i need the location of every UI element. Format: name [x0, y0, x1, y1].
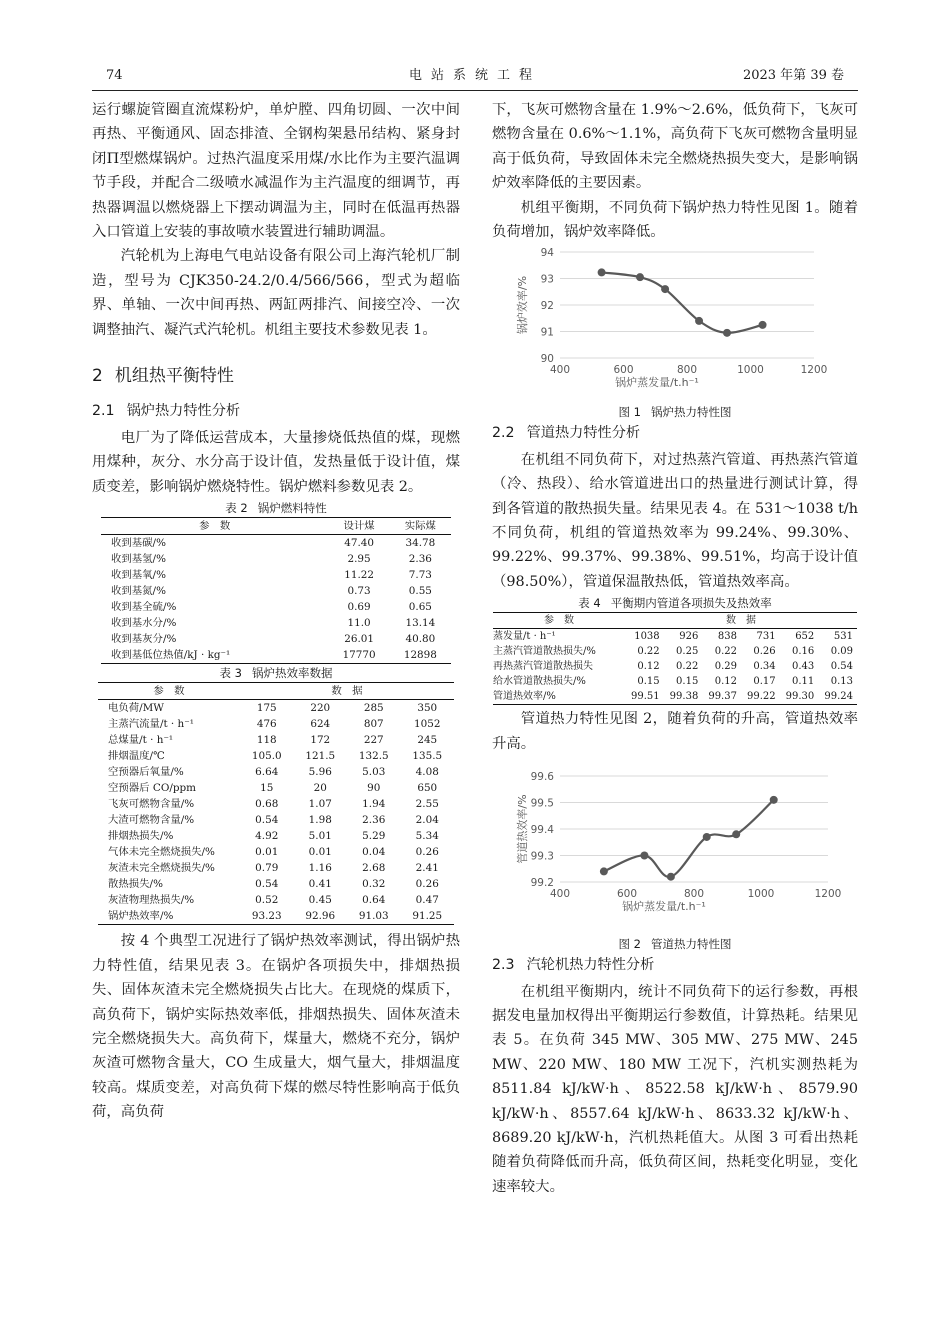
table-row — [98, 748, 454, 764]
table-row — [98, 764, 454, 780]
table-caption: 表 4 平衡期内管道各项损失及热效率 — [578, 596, 772, 611]
cell-value: 0.34 — [753, 661, 776, 673]
cell-value: 121.5 — [305, 750, 336, 763]
cell-value: 476 — [256, 718, 277, 731]
cell-value: 118 — [256, 734, 277, 747]
row-label: 总煤量/t · h⁻¹ — [108, 734, 174, 747]
x-tick-label: 1200 — [800, 364, 828, 377]
row-label: 主蒸汽流量/t · h⁻¹ — [108, 718, 194, 731]
x-tick-label: 600 — [616, 888, 638, 901]
table-caption: 表 3 锅炉热效率数据 — [219, 666, 333, 681]
cell-value: 0.26 — [415, 878, 439, 891]
cell-value: 132.5 — [358, 750, 389, 763]
cell-value: 91.03 — [347, 908, 401, 925]
paragraph: 汽轮机为上海电气电站设备有限公司上海汽轮机厂制造，型号为 CJK350-24.2/0.4/566/566，型式为超临界、单轴、一次中间再热、两缸两排汽、间接空冷、一次调整抽汽、凝汽式汽轮机。机组主要技术参数见表 1。 — [92, 248, 460, 338]
x-tick-label: 600 — [613, 364, 634, 377]
subsection-heading: 2.1 锅炉热力特性分析 — [92, 403, 241, 420]
right-column — [492, 98, 858, 1199]
row-label: 气体未完全燃烧损失/% — [108, 846, 215, 859]
table-row — [98, 908, 454, 925]
table-header: 参 数 — [98, 683, 240, 700]
pipe-efficiency-chart — [492, 766, 858, 928]
table-header: 参 数 — [101, 518, 328, 535]
cell-value: 0.22 — [637, 646, 660, 658]
cell-value: 2.68 — [362, 862, 386, 875]
cell-value: 650 — [417, 782, 438, 795]
cell-value: 0.12 — [637, 661, 660, 673]
data-point — [703, 833, 711, 841]
table-header: 设计煤 — [328, 518, 389, 535]
figure-1 — [492, 244, 858, 419]
table-row — [98, 828, 454, 844]
cell-value: 2.55 — [415, 798, 439, 811]
cell-value: 0.04 — [362, 846, 386, 859]
cell-value: 0.12 — [714, 676, 737, 688]
cell-value: 0.25 — [676, 646, 699, 658]
cell-value: 5.29 — [362, 830, 386, 843]
table-row — [98, 892, 454, 908]
cell-value: 6.64 — [255, 766, 279, 779]
table-header: 数 据 — [625, 613, 857, 629]
row-label: 再热蒸汽管道散热损失 — [493, 661, 593, 673]
boiler-efficiency-table — [98, 682, 454, 925]
x-tick-label: 800 — [683, 888, 705, 901]
table-row — [98, 780, 454, 796]
cell-value: 2.04 — [415, 814, 439, 827]
table-row — [98, 844, 454, 860]
data-point — [723, 329, 731, 337]
cell-value: 5.03 — [362, 766, 386, 779]
subsection-heading: 2.3 汽轮机热力特性分析 — [492, 956, 655, 973]
cell-value: 0.47 — [415, 894, 439, 907]
cell-value: 4.92 — [255, 830, 279, 843]
cell-value: 807 — [363, 718, 384, 731]
y-tick-label: 91 — [540, 326, 554, 339]
table-row — [98, 860, 454, 876]
row-label: 空预器后氧量/% — [108, 766, 184, 779]
cell-value: 1038 — [634, 631, 660, 643]
cell-value: 5.96 — [308, 766, 332, 779]
section-heading: 2 机组热平衡特性 — [92, 366, 234, 387]
cell-value: 5.01 — [308, 830, 332, 843]
cell-value: 0.22 — [714, 646, 737, 658]
table-row: 收到基低位热值/kJ · kg⁻¹ 17770 12898 — [101, 647, 451, 664]
issue-label: 2023 年第 39 卷 — [742, 68, 844, 83]
y-axis-label: 管道热效率/% — [516, 794, 529, 864]
table-row — [98, 716, 454, 732]
cell-value: 105.0 — [251, 750, 282, 763]
cell-value: 172 — [310, 734, 331, 747]
running-header — [92, 66, 858, 91]
pipe-loss-table — [493, 612, 857, 705]
table-header: 数 据 — [240, 683, 454, 700]
table-row: 收到基水分/% 11.0 13.14 — [111, 617, 436, 630]
paragraph: 在机组不同负荷下，对过热蒸汽管道、再热蒸汽管道（冷、热段）、给水管道进出口的热量进行测试计算，得到各管道的散热损失量。结果见表 4。在 531～1038 t/h 不同负荷，机组的管道热效率为 99.24%、99.30%、99.22%、99.37%、99.38%、99.51%，均高于设计值（98.50%），管道保温散热低，管道热效率高。 — [492, 451, 858, 590]
cell-value: 0.52 — [255, 894, 279, 907]
cell-value: 0.15 — [676, 676, 699, 688]
x-tick-label: 400 — [549, 364, 571, 377]
y-tick-label: 99.6 — [530, 771, 554, 784]
row-label: 散热损失/% — [108, 878, 163, 891]
cell-value: 99.30 — [780, 689, 819, 705]
row-label: 排烟热损失/% — [108, 830, 174, 843]
page-number: 74 — [106, 68, 123, 83]
cell-value: 245 — [417, 734, 438, 747]
x-tick-label: 1000 — [747, 888, 775, 901]
cell-value: 0.54 — [255, 878, 279, 891]
data-point — [770, 796, 778, 804]
cell-value: 92.96 — [294, 908, 348, 925]
table-row — [493, 644, 857, 659]
cell-value: 0.64 — [362, 894, 386, 907]
cell-value: 0.41 — [308, 878, 332, 891]
cell-value: 220 — [310, 702, 331, 715]
boiler-efficiency-chart — [492, 244, 858, 396]
row-label: 锅炉热效率/% — [98, 908, 240, 925]
cell-value: 99.37 — [702, 689, 741, 705]
cell-value: 0.26 — [753, 646, 776, 658]
cell-value: 0.32 — [362, 878, 386, 891]
data-point — [732, 830, 740, 838]
cell-value: 0.45 — [308, 894, 332, 907]
y-tick-label: 99.4 — [530, 824, 554, 837]
cell-value: 135.5 — [412, 750, 443, 763]
cell-value: 1.16 — [308, 862, 332, 875]
cell-value: 0.01 — [255, 846, 279, 859]
cell-value: 99.38 — [664, 689, 703, 705]
cell-value: 90 — [367, 782, 381, 795]
row-label: 蒸发量/t · h⁻¹ — [493, 631, 556, 643]
y-tick-label: 99.5 — [530, 797, 554, 810]
cell-value: 652 — [795, 631, 815, 643]
cell-value: 531 — [833, 631, 853, 643]
cell-value: 15 — [260, 782, 274, 795]
y-tick-label: 90 — [540, 353, 554, 366]
cell-value: 926 — [679, 631, 699, 643]
cell-value: 0.17 — [753, 676, 776, 688]
cell-value: 0.15 — [637, 676, 660, 688]
series-line — [604, 800, 774, 877]
figure-caption: 图 2 管道热力特性图 — [618, 936, 732, 951]
table-row — [98, 876, 454, 892]
y-tick-label: 99.3 — [530, 850, 554, 863]
row-label: 给水管道散热损失/% — [493, 676, 586, 688]
subsection-heading: 2.2 管道热力特性分析 — [492, 424, 641, 441]
cell-value: 0.16 — [792, 646, 815, 658]
table-header: 参 数 — [493, 613, 625, 629]
data-point — [759, 321, 767, 329]
cell-value: 1.07 — [308, 798, 332, 811]
x-tick-label: 800 — [676, 364, 698, 377]
y-tick-label: 93 — [540, 273, 554, 286]
cell-value: 93.23 — [240, 908, 294, 925]
row-label: 飞灰可燃物含量/% — [108, 798, 195, 811]
journal-name: 电站系统工程 — [408, 68, 541, 83]
cell-value: 227 — [363, 734, 384, 747]
y-tick-label: 99.2 — [530, 877, 554, 890]
table-row — [98, 732, 454, 748]
paragraph: 机组平衡期，不同负荷下锅炉热力特性见图 1。随着负荷增加，锅炉效率降低。 — [492, 199, 858, 241]
table-caption: 表 2 锅炉燃料特性 — [225, 501, 327, 516]
cell-value: 0.11 — [792, 676, 815, 688]
figure-2 — [492, 766, 858, 951]
table-row — [493, 659, 857, 674]
cell-value: 285 — [363, 702, 384, 715]
data-point — [598, 269, 606, 277]
row-label: 管道热效率/% — [493, 689, 625, 705]
table-row: 收到基氧/% 11.22 7.73 — [111, 569, 432, 582]
x-axis-label: 锅炉蒸发量/t.h⁻¹ — [615, 376, 699, 390]
figure-caption: 图 1 锅炉热力特性图 — [618, 404, 732, 419]
cell-value: 2.41 — [415, 862, 439, 875]
left-column — [92, 98, 460, 1125]
row-label: 灰渣未完全燃烧损失/% — [108, 862, 215, 875]
x-tick-label: 1200 — [814, 888, 842, 901]
table-row — [98, 700, 454, 717]
cell-value: 99.24 — [818, 689, 857, 705]
cell-value: 0.54 — [255, 814, 279, 827]
table-row: 收到基氢/% 2.95 2.36 — [111, 553, 432, 566]
cell-value: 1.98 — [308, 814, 332, 827]
x-tick-label: 400 — [549, 888, 571, 901]
cell-value: 0.43 — [792, 661, 815, 673]
table-row — [98, 812, 454, 828]
y-tick-label: 94 — [540, 247, 554, 260]
cell-value: 99.22 — [741, 689, 780, 705]
paragraph: 管道热力特性见图 2，随着负荷的升高，管道热效率升高。 — [492, 711, 858, 752]
paragraph: 在机组平衡期内，统计不同负荷下的运行参数，再根据发电量加权得出平衡期运行参数值，计算热耗。结果见表 5。在负荷 345 MW、305 MW、275 MW、245 MW、220 MW、180 MW 工况下，汽机实测热耗为 8511.84 kJ/kW·h、8522.58 kJ/kW·h、8579.90 kJ/kW·h、8557.64 kJ/kW·h、8633.32 kJ/kW·h、8689.20 kJ/kW·h，汽机热耗值大。从图 3 可看出热耗随着负荷降低而升高，低负荷区间，热耗变化明显，变化速率较大。 — [492, 983, 858, 1195]
data-point — [600, 867, 608, 875]
cell-value: 91.25 — [401, 908, 455, 925]
table-row — [493, 689, 857, 705]
data-point — [667, 873, 675, 881]
table-row — [493, 629, 857, 645]
row-label: 排烟温度/℃ — [108, 750, 165, 763]
paragraph: 运行螺旋管圈直流煤粉炉，单炉膛、四角切圆、一次中间再热、平衡通风、固态排渣、全钢构架悬吊结构、紧身封闭Π型燃煤锅炉。过热汽温度采用煤/水比作为主要汽温调节手段，并配合二级喷水减温作为主汽温度的细调节，再热器调温以燃烧器上下摆动调温为主，同时在低温再热器入口管道上安装的事故喷水装置进行辅助调温。 — [92, 102, 460, 241]
paragraph: 下，飞灰可燃物含量在 1.9%～2.6%，低负荷下，飞灰可燃物含量在 0.6%～1.1%，高负荷下飞灰可燃物含量明显高于低负荷，导致固体未完全燃烧热损失变大，是影响锅炉效率降低的主要因素。 — [492, 102, 858, 192]
data-point — [640, 852, 648, 860]
cell-value: 731 — [756, 631, 776, 643]
table-row: 收到基氮/% 0.73 0.55 — [111, 585, 432, 598]
data-point — [661, 286, 669, 294]
paragraph: 电厂为了降低运营成本，大量掺烧低热值的煤，现燃用煤种，灰分、水分高于设计值，发热量低于设计值，煤质变差，影响锅炉燃烧特性。锅炉燃料参数见表 2。 — [92, 430, 460, 495]
cell-value: 20 — [313, 782, 327, 795]
x-tick-label: 1000 — [737, 364, 764, 377]
row-label: 大渣可燃物含量/% — [108, 814, 195, 827]
row-label: 灰渣物理热损失/% — [108, 894, 195, 907]
cell-value: 350 — [417, 702, 438, 715]
y-axis-label: 锅炉效率/% — [516, 276, 529, 335]
cell-value: 2.36 — [362, 814, 386, 827]
series-line — [602, 273, 763, 333]
table-row — [98, 796, 454, 812]
cell-value: 1052 — [414, 718, 441, 731]
cell-value: 5.34 — [415, 830, 439, 843]
cell-value: 0.13 — [830, 676, 853, 688]
x-axis-label: 锅炉蒸发量/t.h⁻¹ — [622, 900, 706, 914]
cell-value: 0.79 — [255, 862, 279, 875]
cell-value: 0.54 — [830, 661, 853, 673]
cell-value: 0.22 — [676, 661, 699, 673]
table-row — [493, 674, 857, 689]
row-label: 空预器后 CO/ppm — [108, 782, 196, 795]
fuel-characteristics-table — [101, 517, 451, 664]
cell-value: 4.08 — [415, 766, 439, 779]
cell-value: 0.01 — [308, 846, 332, 859]
row-label: 电负荷/MW — [108, 702, 164, 715]
row-label: 主蒸汽管道散热损失/% — [493, 646, 596, 658]
cell-value: 624 — [310, 718, 331, 731]
cell-value: 175 — [256, 702, 277, 715]
cell-value: 99.51 — [625, 689, 664, 705]
paragraph: 按 4 个典型工况进行了锅炉热效率测试，得出锅炉热力特性值，结果见表 3。在锅炉各项损失中，排烟热损失、固体灰渣未完全燃烧损失占比大。在现烧的煤质下，高负荷下，锅炉实际热效率低，排烟热损失、固体灰渣未完全燃烧损失大。高负荷下，煤量大，燃烧不充分，锅炉灰渣可燃物含量大，CO 生成量大，烟气量大，排烟温度较高。煤质变差，对高负荷下煤的燃尽特性影响高于低负荷，高负荷 — [92, 933, 460, 1121]
table-row: 收到基碳/% 47.40 34.78 — [111, 537, 436, 550]
cell-value: 0.29 — [714, 661, 737, 673]
cell-value: 0.26 — [415, 846, 439, 859]
cell-value: 0.68 — [255, 798, 279, 811]
y-tick-label: 92 — [540, 300, 554, 313]
table-header: 实际煤 — [390, 518, 451, 535]
cell-value: 0.09 — [830, 646, 853, 658]
table-row: 收到基灰分/% 26.01 40.80 — [111, 633, 436, 646]
cell-value: 838 — [717, 631, 737, 643]
table-row: 收到基全硫/% 0.69 0.65 — [111, 601, 432, 614]
cell-value: 1.94 — [362, 798, 386, 811]
data-point — [636, 274, 644, 282]
data-point — [695, 317, 703, 325]
